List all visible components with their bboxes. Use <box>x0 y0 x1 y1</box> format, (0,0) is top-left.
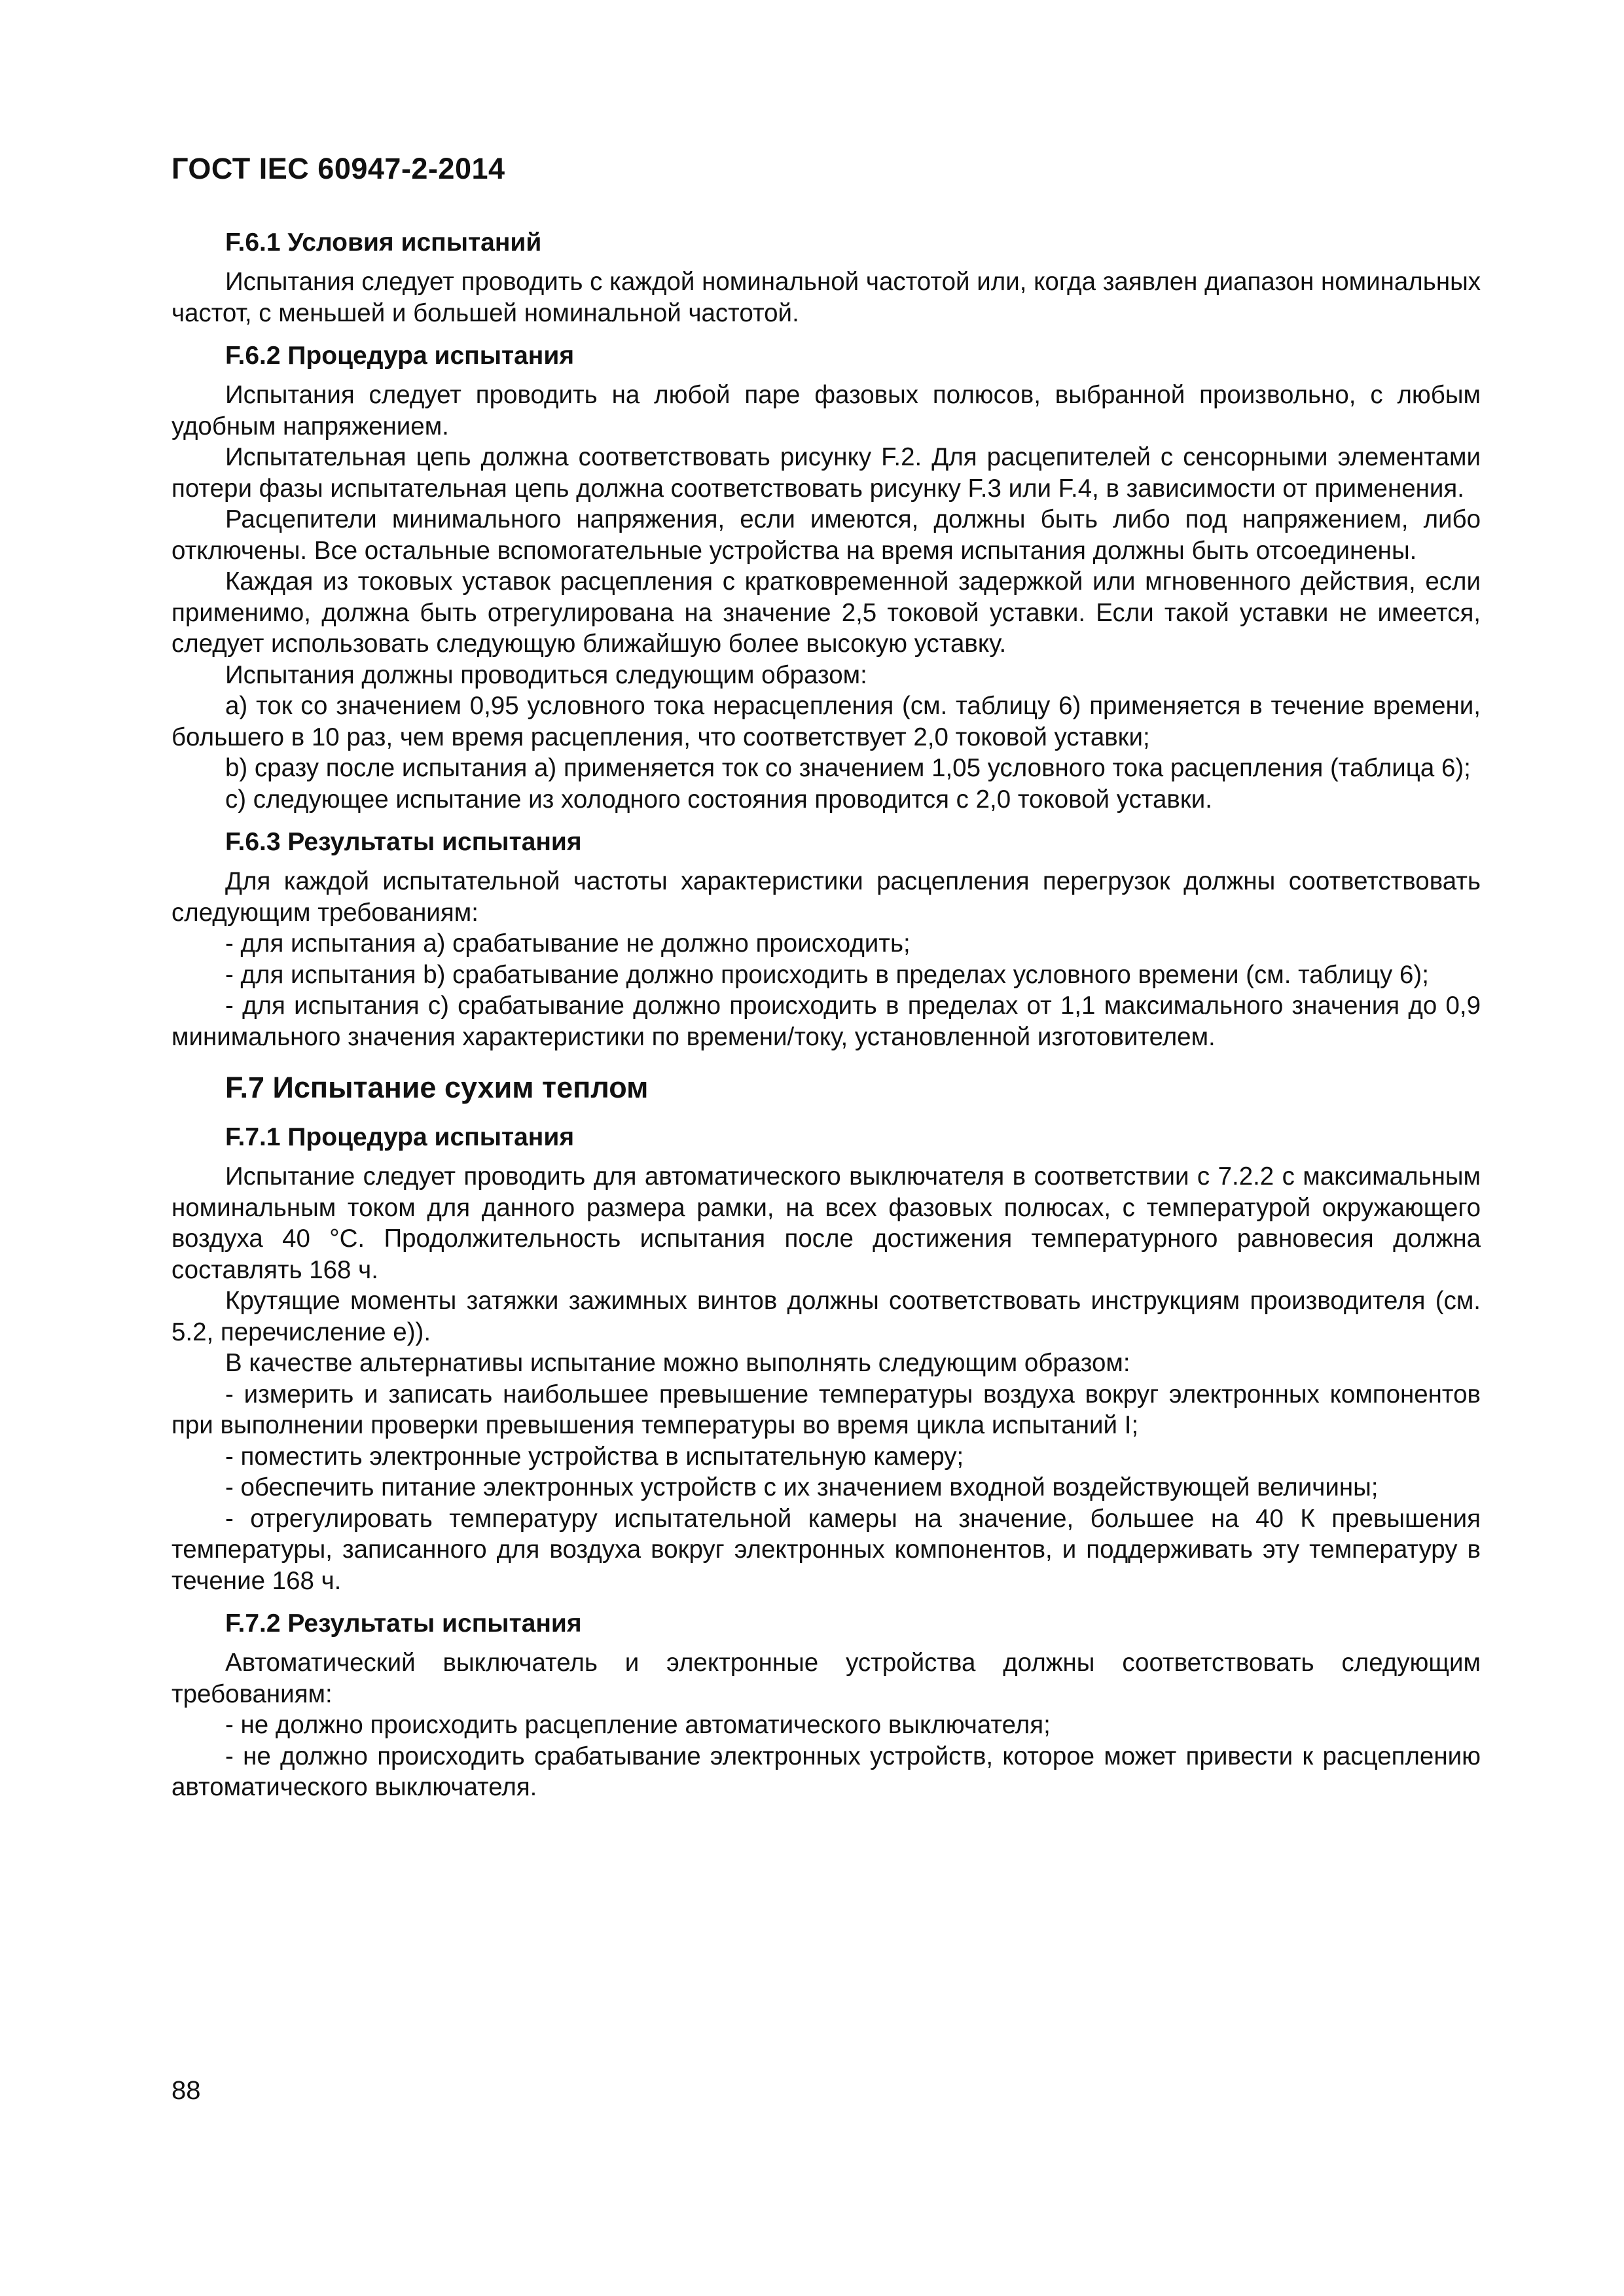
paragraph: Крутящие моменты затяжки зажимных винтов должны соответствовать инструкциям производителя (см. 5.2, перечисление е)). <box>171 1287 1481 1346</box>
paragraph: Испытания следует проводить с каждой номинальной частотой или, когда заявлен диапазон номинальных частот, с меньшей и большей номинальной частотой. <box>171 268 1481 327</box>
section-f-7-2 <box>171 1607 1481 1803</box>
paragraph: Автоматический выключатель и электронные устройства должны соответствовать следующим требованиям: <box>171 1649 1481 1708</box>
section-heading: F.6.2 Процедура испытания <box>225 342 575 370</box>
page-number: 88 <box>171 2076 201 2105</box>
paragraph: Каждая из токовых уставок расцепления с кратковременной задержкой или мгновенного действия, если применимо, должна быть отрегулирована на значение 2,5 токовой уставки. Если такой уставки не имеется, следует использовать следующую ближайшую более высокую уставку. <box>171 567 1481 658</box>
section-f-6-3 <box>171 825 1481 1052</box>
list-item: - поместить электронные устройства в испытательную камеру; <box>225 1442 964 1471</box>
section-heading: F.6.1 Условия испытаний <box>225 228 542 257</box>
paragraph: Испытания должны проводиться следующим образом: <box>225 660 867 689</box>
list-item: - не должно происходить срабатывание электронных устройств, которое может привести к расцеплению автоматического выключателя. <box>171 1742 1481 1801</box>
list-item: - измерить и записать наибольшее превышение температуры воздуха вокруг электронных компонентов при выполнении проверки превышения температуры во время цикла испытаний I; <box>171 1380 1481 1439</box>
section-f-7-title: F.7 Испытание сухим теплом <box>225 1071 649 1104</box>
list-item: - отрегулировать температуру испытательной камеры на значение, большее на 40 К превышения температуры, записанного для воздуха вокруг электронных компонентов, и поддерживать эту температуру в течение 168 ч. <box>171 1504 1481 1595</box>
section-f-7-1 <box>171 1121 1481 1596</box>
list-item: - для испытания b) срабатывание должно происходить в пределах условного времени (см. таблицу 6); <box>225 960 1429 989</box>
paragraph: В качестве альтернативы испытание можно выполнять следующим образом: <box>225 1349 1130 1377</box>
document-id-header: ГОСТ IEC 60947-2-2014 <box>171 152 505 185</box>
list-item: - для испытания а) срабатывание не должно происходить; <box>225 929 911 958</box>
list-item: a) ток со значением 0,95 условного тока нерасцепления (см. таблицу 6) применяется в течение времени, большего в 10 раз, чем время расцепления, что соответствует 2,0 токовой уставки; <box>171 692 1481 751</box>
list-item: - обеспечить питание электронных устройств с их значением входной воздействующей величины; <box>225 1473 1379 1501</box>
paragraph: Для каждой испытательной частоты характеристики расцепления перегрузок должны соответствовать следующим требованиям: <box>171 867 1481 927</box>
document-body <box>171 226 1481 1814</box>
section-f-6-1 <box>171 226 1481 329</box>
paragraph: Испытания следует проводить на любой паре фазовых полюсов, выбранной произвольно, с любым удобным напряжением. <box>171 381 1481 440</box>
list-item: b) сразу после испытания а) применяется ток со значением 1,05 условного тока расцепления (таблица 6); <box>225 754 1471 782</box>
paragraph: Расцепители минимального напряжения, если имеются, должны быть либо под напряжением, либо отключены. Все остальные вспомогательные устройства на время испытания должны быть отсоединены. <box>171 505 1481 565</box>
paragraph: Испытание следует проводить для автоматического выключателя в соответствии с 7.2.2 с максимальным номинальным током для данного размера рамки, на всех фазовых полюсах, с температурой окружающего воздуха 40 °С. Продолжительность испытания после достижения температурного равновесия должна составлять 168 ч. <box>171 1162 1481 1284</box>
section-heading: F.7.1 Процедура испытания <box>225 1123 575 1151</box>
section-f-6-2 <box>171 339 1481 815</box>
list-item: - для испытания с) срабатывание должно происходить в пределах от 1,1 максимального значения до 0,9 минимального значения характеристики по времени/току, установленной изготовителем. <box>171 992 1481 1051</box>
section-heading: F.7.2 Результаты испытания <box>225 1609 582 1638</box>
section-heading: F.6.3 Результаты испытания <box>225 828 582 856</box>
list-item: - не должно происходить расцепление автоматического выключателя; <box>225 1711 1051 1739</box>
paragraph: Испытательная цепь должна соответствовать рисунку F.2. Для расцепителей с сенсорными элементами потери фазы испытательная цепь должна соответствовать рисунку F.3 или F.4, в зависимости от применения. <box>171 443 1481 503</box>
list-item: c) следующее испытание из холодного состояния проводится с 2,0 токовой уставки. <box>225 785 1212 814</box>
